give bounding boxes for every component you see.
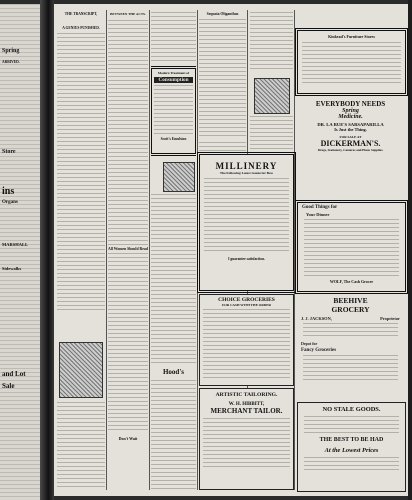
scan-edge — [408, 0, 412, 500]
column-3 — [151, 12, 196, 490]
tailoring-title: ARTISTIC TAILORING. — [215, 392, 278, 398]
kinkead-ad: Kinkead's Furniture Stores — [297, 30, 406, 94]
merchant-tailor: MERCHANT TAILOR. — [210, 407, 283, 415]
choice-title: CHOICE GROCERIES — [218, 297, 275, 303]
article-headline: A GENIUS PUNISHED. — [62, 26, 100, 30]
ad-headline: Sequoia Oliganthus — [206, 12, 239, 16]
right-page — [54, 4, 408, 496]
millinery-title: MILLINERY — [215, 161, 278, 171]
dickerman-name: DICKERMAN'S. — [320, 139, 381, 148]
good-things-ad: Good Things for Your Dinner WOLF, The Cash Grocer — [297, 202, 406, 292]
consumption-ad: Modern Treatment of Consumption Scott's Emulsion — [151, 68, 196, 154]
millinery-ad: MILLINERY The Following Latest Gauze for Bow I guarantee satisfaction. — [199, 154, 294, 291]
beehive-ad: BEEHIVE GROCERY J. J. JACKSON, Proprietor Depot for Fancy Groceries — [297, 296, 404, 392]
article-headline: All Women Should Read — [108, 247, 148, 251]
paper-name: THE TRANSCRIPT, — [64, 12, 98, 16]
left-fragment: MARSHALL — [2, 242, 29, 247]
everybody-title: EVERYBODY NEEDS — [315, 100, 386, 108]
left-fragment: Sale — [2, 382, 15, 390]
left-fragment: Organs — [2, 200, 18, 205]
tailoring-ad: ARTISTIC TAILORING. W. H. HIBBITT, MERCHANT TAILOR. — [199, 388, 294, 490]
hoods-ad: Hood's — [162, 368, 184, 376]
consumption-title: Consumption — [154, 77, 193, 83]
ad-illustration — [163, 162, 195, 192]
column-5 — [250, 12, 293, 152]
ad-headline: Don't Wait — [118, 436, 138, 441]
left-facing-page — [0, 4, 40, 500]
column-1 — [57, 12, 105, 490]
everybody-needs-ad: EVERYBODY NEEDS Spring Medicine. DR. LA RUE'S SARSAPARILLA Is Just the Thing. FOR SALE AT DICKERMAN'S. Drugs, Stationery, Cameras and Photo Supplies. — [297, 98, 404, 198]
left-fragment: Spring — [2, 48, 20, 54]
engraving-illustration — [59, 342, 103, 398]
left-fragment: and Lot — [2, 370, 26, 378]
left-fragment: Sidewalks — [2, 266, 22, 271]
left-fragment: ARRIVED. — [2, 60, 20, 64]
choice-groceries-ad: CHOICE GROCERIES FOR CASH WITH THE ORDER — [199, 294, 294, 386]
beehive-title: BEEHIVE — [333, 296, 368, 305]
stale-title: NO STALE GOODS. — [322, 406, 381, 413]
left-fragment: ins — [2, 186, 15, 197]
page-gutter — [40, 0, 54, 500]
ad-illustration — [254, 78, 290, 114]
column-2 — [108, 12, 148, 490]
no-stale-goods-ad: NO STALE GOODS. THE BEST TO BE HAD At the Lowest Prices — [297, 402, 406, 492]
column-headline: BETWEEN THE ACTS. — [110, 12, 146, 16]
left-fragment: Store — [2, 149, 16, 155]
